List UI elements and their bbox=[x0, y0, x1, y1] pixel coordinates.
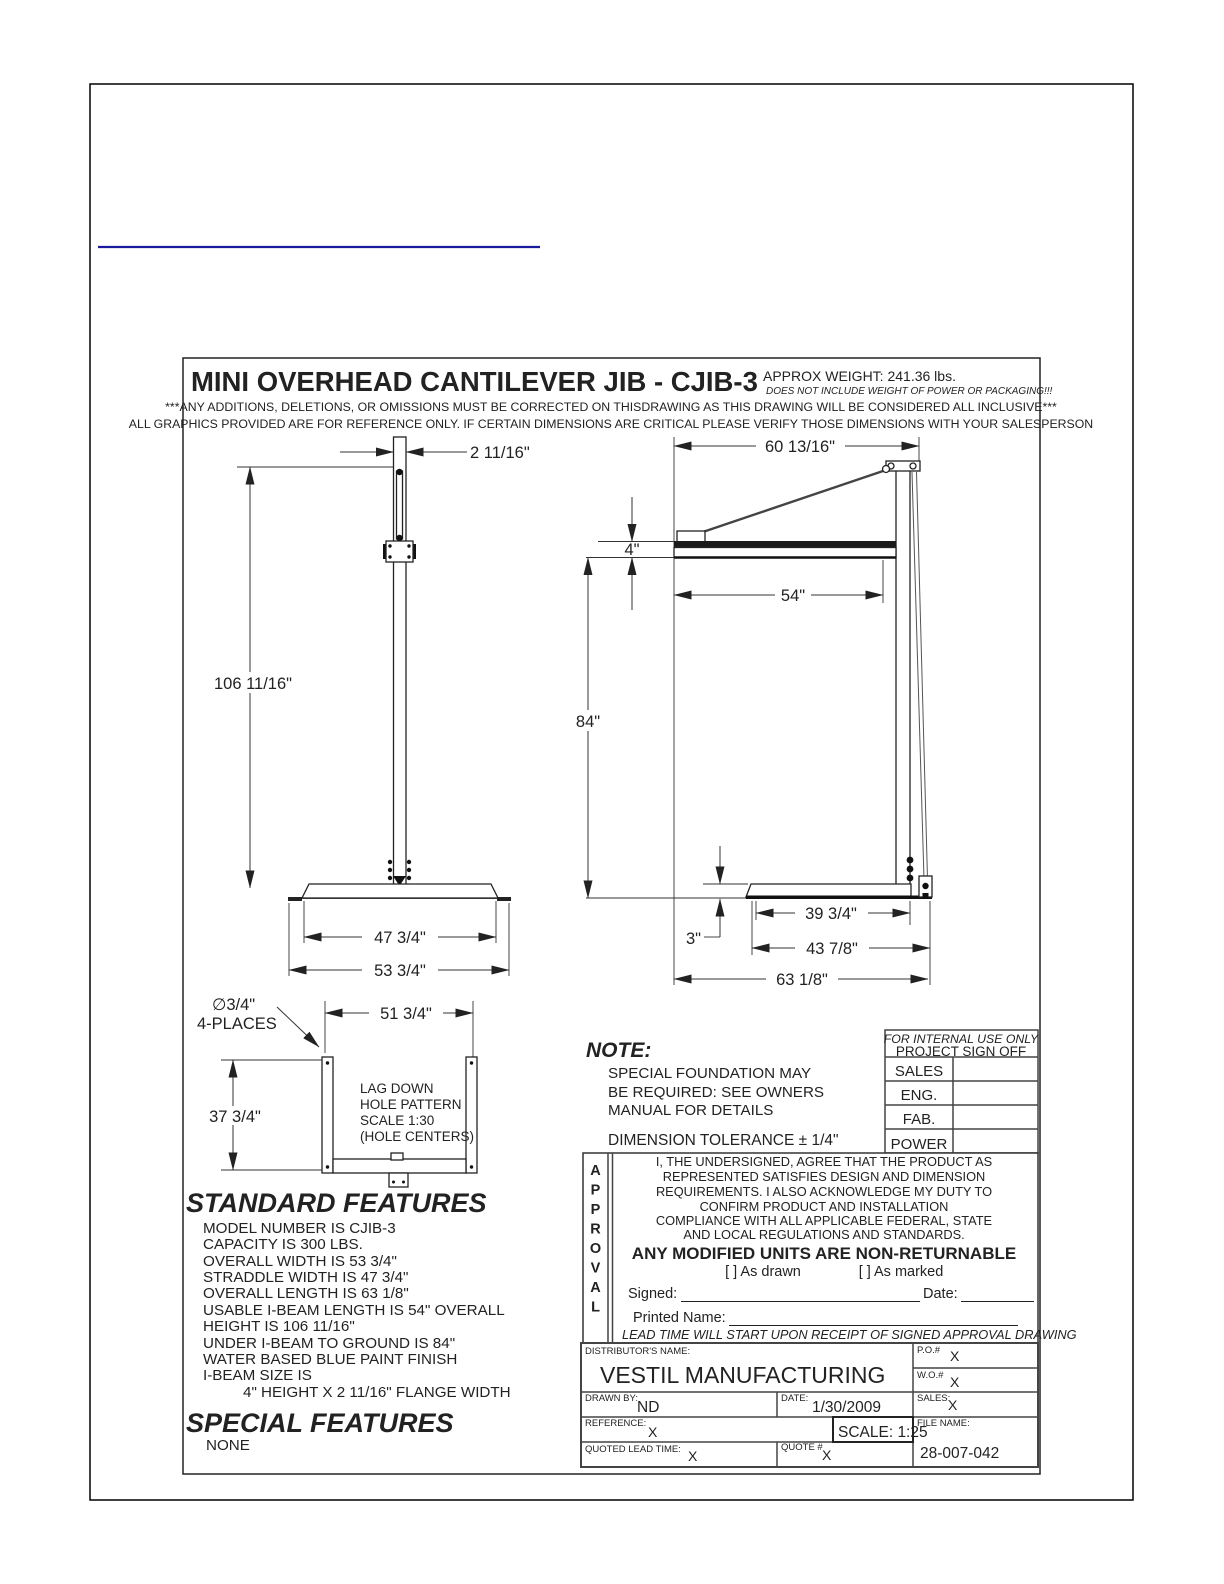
approval-body-6: AND LOCAL REGULATIONS AND STANDARDS. bbox=[683, 1227, 965, 1242]
feature-item: 4" HEIGHT X 2 11/16" FLANGE WIDTH bbox=[243, 1384, 511, 1401]
approval-body-2: REPRESENTED SATISFIES DESIGN AND DIMENSION bbox=[662, 1169, 986, 1184]
standard-features-title: STANDARD FEATURES bbox=[186, 1188, 487, 1218]
approval-letter: P bbox=[590, 1182, 601, 1199]
printed-name-label: Printed Name: bbox=[633, 1310, 726, 1326]
feature-item: UNDER I-BEAM TO GROUND IS 84" bbox=[203, 1335, 456, 1352]
as-drawn-checkbox[interactable]: [ ] As drawn bbox=[725, 1264, 801, 1280]
internal-use-label: FOR INTERNAL USE ONLY bbox=[883, 1032, 1039, 1046]
dim-under-beam: 84" bbox=[575, 713, 601, 731]
front-view bbox=[209, 437, 530, 980]
special-features-title: SPECIAL FEATURES bbox=[186, 1408, 454, 1438]
warning-line-2: ALL GRAPHICS PROVIDED ARE FOR REFERENCE ONLY. IF CERTAIN DIMENSIONS ARE CRITICAL PLEASE VERIFY THOSE DIMENSIONS WITH YOUR SALESPERSON bbox=[128, 417, 1094, 431]
dimension-tolerance: DIMENSION TOLERANCE ± 1/4" bbox=[608, 1132, 839, 1149]
approval-letter: R bbox=[590, 1221, 601, 1238]
date-label: Date: bbox=[923, 1286, 958, 1302]
quoted-lead-time-label: QUOTED LEAD TIME: bbox=[585, 1444, 681, 1455]
lag-caption-2: HOLE PATTERN bbox=[360, 1097, 462, 1112]
file-name-label: FILE NAME: bbox=[917, 1418, 970, 1429]
dim-flange-width: 2 11/16" bbox=[470, 444, 530, 462]
po-label: P.O.# bbox=[917, 1345, 941, 1356]
dim-overall-height: 106 11/16" bbox=[213, 675, 293, 693]
approval-letter: O bbox=[589, 1241, 602, 1257]
sales-value: X bbox=[948, 1397, 958, 1413]
quoted-lead-time-value: X bbox=[688, 1448, 698, 1464]
quote-number-value: X bbox=[822, 1447, 832, 1463]
dim-usable-length: 54" bbox=[780, 587, 806, 605]
approval-box bbox=[583, 1153, 1077, 1343]
distributor-label: DISTRIBUTOR'S NAME: bbox=[585, 1346, 691, 1357]
dim-overall-width: 53 3/4" bbox=[374, 962, 426, 980]
dim-straddle-width: 47 3/4" bbox=[374, 929, 426, 947]
hole-diameter-label: ∅3/4" bbox=[212, 996, 256, 1014]
dim-overall-length: 63 1/8" bbox=[776, 971, 828, 989]
date-field-label: DATE: bbox=[781, 1393, 809, 1404]
lead-time-notice: LEAD TIME WILL START UPON RECEIPT OF SIGNED APPROVAL DRAWING bbox=[622, 1327, 1077, 1342]
approval-letter: V bbox=[590, 1260, 601, 1277]
feature-item: OVERALL WIDTH IS 53 3/4" bbox=[203, 1253, 397, 1270]
scale-label: SCALE: 1:25 bbox=[838, 1424, 928, 1441]
po-value: X bbox=[950, 1348, 960, 1364]
sign-off-row-power: POWER bbox=[890, 1136, 948, 1153]
note-line-3: MANUAL FOR DETAILS bbox=[608, 1102, 774, 1119]
reference-label: REFERENCE: bbox=[585, 1418, 647, 1429]
drawn-by-value: ND bbox=[637, 1399, 660, 1416]
approval-letter: A bbox=[590, 1280, 601, 1296]
feature-item: CAPACITY IS 300 LBS. bbox=[203, 1236, 363, 1253]
special-features-value: NONE bbox=[206, 1437, 250, 1454]
sign-off-row-sales: SALES bbox=[894, 1063, 944, 1080]
dim-top-length: 60 13/16" bbox=[764, 438, 836, 456]
side-view bbox=[570, 437, 932, 989]
feature-item: HEIGHT IS 106 11/16" bbox=[203, 1318, 355, 1335]
reference-value: X bbox=[648, 1424, 658, 1440]
note-title: NOTE: bbox=[586, 1039, 652, 1062]
approval-body-5: COMPLIANCE WITH ALL APPLICABLE FEDERAL, STATE bbox=[655, 1213, 993, 1228]
lag-caption-1: LAG DOWN bbox=[360, 1081, 434, 1096]
feature-item: OVERALL LENGTH IS 63 1/8" bbox=[203, 1285, 409, 1302]
dim-lag-depth: 37 3/4" bbox=[209, 1108, 261, 1126]
sign-off-row-fab: FAB. bbox=[902, 1111, 936, 1128]
note-line-1: SPECIAL FOUNDATION MAY bbox=[608, 1065, 812, 1082]
approval-letter: P bbox=[590, 1202, 601, 1218]
distributor-value: VESTIL MANUFACTURING bbox=[600, 1362, 886, 1388]
standard-features bbox=[186, 1188, 511, 1454]
feature-item: I-BEAM SIZE IS bbox=[203, 1367, 312, 1384]
dim-base-outer: 43 7/8" bbox=[806, 940, 858, 958]
approval-body-3: REQUIREMENTS. I ALSO ACKNOWLEDGE MY DUTY TO bbox=[655, 1184, 993, 1199]
feature-item: USABLE I-BEAM LENGTH IS 54" OVERALL bbox=[203, 1302, 505, 1319]
file-name-value: 28-007-042 bbox=[920, 1445, 1000, 1462]
drawn-by-label: DRAWN BY: bbox=[585, 1393, 638, 1404]
non-returnable-notice: ANY MODIFIED UNITS ARE NON-RETURNABLE bbox=[631, 1244, 1017, 1263]
sales-label: SALES: bbox=[917, 1393, 951, 1404]
dim-lag-width: 51 3/4" bbox=[380, 1005, 432, 1023]
drawing-title: MINI OVERHEAD CANTILEVER JIB - CJIB-3 bbox=[191, 366, 758, 397]
weight-disclaimer: DOES NOT INCLUDE WEIGHT OF POWER OR PACKAGING!!! bbox=[766, 386, 1053, 397]
wo-label: W.O.# bbox=[917, 1370, 944, 1381]
sheet-header bbox=[129, 366, 1093, 431]
hole-places-label: 4-PLACES bbox=[197, 1015, 277, 1033]
title-block bbox=[581, 1343, 1038, 1467]
approx-weight: APPROX WEIGHT: 241.36 lbs. bbox=[763, 368, 956, 384]
lag-caption-4: (HOLE CENTERS) bbox=[360, 1129, 475, 1144]
approval-body-4: CONFIRM PRODUCT AND INSTALLATION bbox=[699, 1199, 949, 1214]
note-block bbox=[586, 1039, 839, 1149]
feature-item: MODEL NUMBER IS CJIB-3 bbox=[203, 1220, 396, 1237]
as-marked-checkbox[interactable]: [ ] As marked bbox=[858, 1264, 944, 1280]
dim-beam-height: 4" bbox=[624, 541, 640, 559]
sign-off-row-eng: ENG. bbox=[900, 1087, 938, 1104]
approval-letter: A bbox=[590, 1163, 601, 1179]
dim-base-thickness: 3" bbox=[685, 930, 701, 948]
date-field-value: 1/30/2009 bbox=[812, 1399, 881, 1416]
wo-value: X bbox=[950, 1374, 960, 1390]
quote-number-label: QUOTE # bbox=[781, 1442, 823, 1453]
feature-item: STRADDLE WIDTH IS 47 3/4" bbox=[203, 1269, 409, 1286]
lag-caption-3: SCALE 1:30 bbox=[360, 1113, 435, 1128]
lag-down-hole-pattern bbox=[197, 996, 477, 1187]
note-line-2: BE REQUIRED: SEE OWNERS bbox=[608, 1084, 825, 1101]
project-sign-off-table bbox=[884, 1030, 1039, 1153]
project-sign-off-label: PROJECT SIGN OFF bbox=[895, 1044, 1027, 1059]
warning-line-1: ***ANY ADDITIONS, DELETIONS, OR OMISSIONS MUST BE CORRECTED ON THISDRAWING AS THIS DRAWING WILL BE CONSIDERED ALL INCLUSIVE*** bbox=[165, 400, 1057, 414]
signed-label: Signed: bbox=[628, 1286, 678, 1302]
feature-item: WATER BASED BLUE PAINT FINISH bbox=[203, 1351, 458, 1368]
approval-body-1: I, THE UNDERSIGNED, AGREE THAT THE PRODUCT AS bbox=[655, 1154, 993, 1169]
dim-base-inner: 39 3/4" bbox=[805, 905, 857, 923]
approval-letter: L bbox=[591, 1299, 600, 1316]
